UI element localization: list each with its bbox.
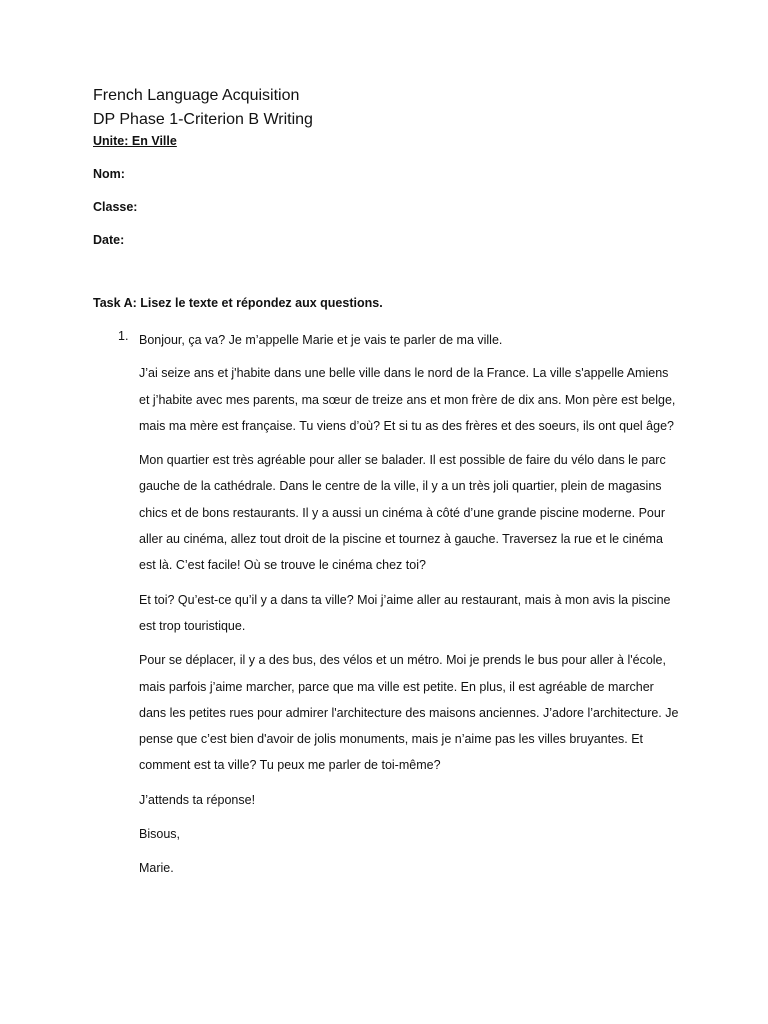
class-field-label: Classe:	[93, 200, 138, 214]
name-field-label: Nom:	[93, 167, 125, 181]
letter-paragraph: Mon quartier est très agréable pour aller se balader. Il est possible de faire du vélo dans le parc gauche de la cathédrale. Dans le centre de la ville, il y a un très joli quartier, plein de magasins chics et de bons restaurants. Il y a aussi un cinéma à côté d’une grande piscine moderne. Pour aller au cinéma, allez tout droit de la piscine et tournez à gauche. Traversez la rue et le cinéma est là. C’est facile! Où se trouve le cinéma chez toi?	[139, 453, 666, 573]
letter-paragraph: Pour se déplacer, il y a des bus, des vélos et un métro. Moi je prends le bus pour aller à l'école, mais parfois j’aime marcher, parce que ma ville est petite. En plus, il est agréable de marcher dans les petites rues pour admirer l'architecture des maisons anciennes. J’adore l’architecture. Je pense que c’est bien d'avoir de jolis monuments, mais je n’aime pas les villes bruyantes. Et comment est ta ville? Tu peux me parler de toi-même?	[139, 653, 679, 773]
task-heading: Task A: Lisez le texte et répondez aux questions.	[93, 296, 383, 310]
letter-paragraph: Bisous,	[139, 827, 180, 842]
letter-paragraph: Et toi? Qu’est-ce qu’il y a dans ta ville? Moi j’aime aller au restaurant, mais à mon avis la piscine est trop touristique.	[139, 592, 671, 633]
unit-heading: Unite: En Ville	[93, 134, 177, 148]
date-field-label: Date:	[93, 233, 125, 247]
document-subtitle: DP Phase 1-Criterion B Writing	[93, 111, 313, 128]
letter-body	[139, 327, 679, 890]
letter-paragraph: J’ai seize ans et j'habite dans une belle ville dans le nord de la France. La ville s'appelle Amiens et j’habite avec mes parents, ma sœur de treize ans et mon frère de dix ans. Mon père est belge, mais ma mère est française. Tu viens d’où? Et si tu as des frères et des soeurs, ils ont quel âge?	[139, 366, 676, 433]
letter-paragraph: J’attends ta réponse!	[139, 792, 256, 807]
letter-signature: Marie.	[139, 861, 174, 876]
document-title: French Language Acquisition	[93, 87, 300, 104]
list-item-number: 1.	[118, 329, 129, 343]
letter-paragraph: Bonjour, ça va? Je m’appelle Marie et je vais te parler de ma ville.	[139, 333, 503, 347]
